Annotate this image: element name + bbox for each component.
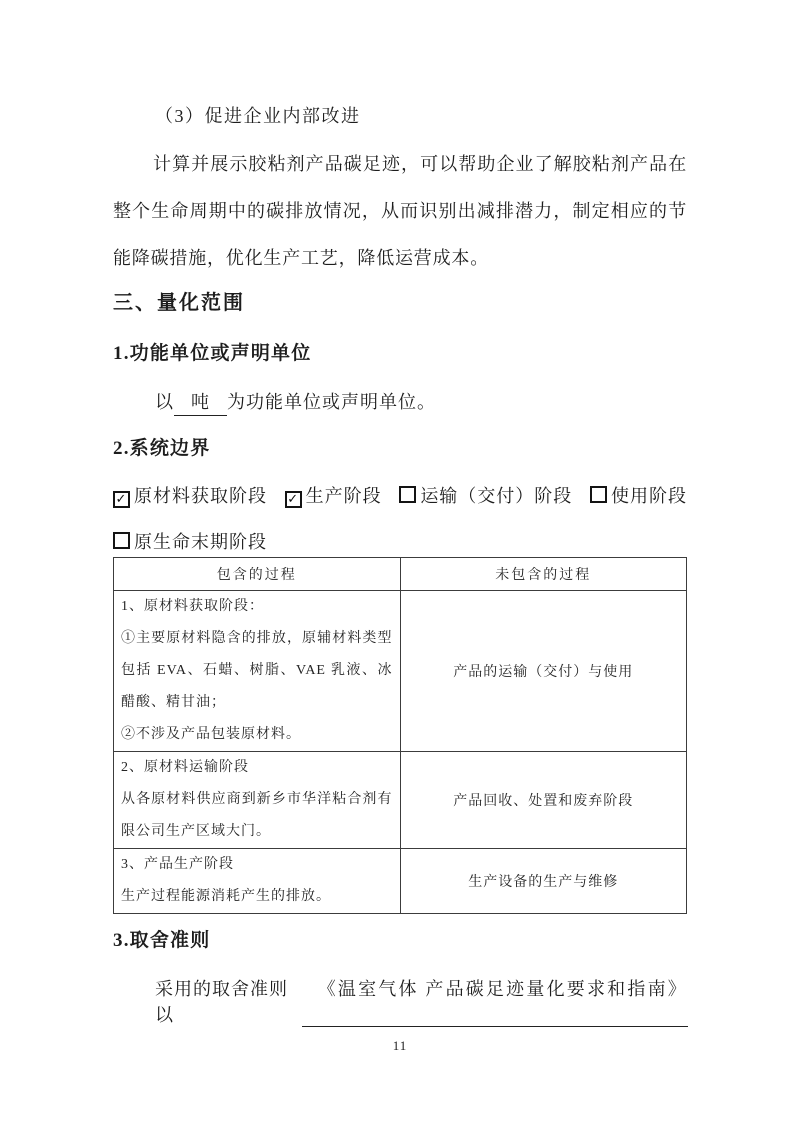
table-header-excluded: 未包含的过程	[400, 558, 687, 591]
included-cell-row2	[114, 752, 401, 849]
table-row	[114, 752, 687, 849]
checkbox-unchecked-icon[interactable]	[590, 486, 607, 503]
subheading-cutoff-criteria: 3.取舍准则	[113, 930, 211, 951]
functional-unit-suffix: 为功能单位或声明单位。	[227, 392, 436, 412]
system-boundary-checkbox-row-2	[113, 528, 267, 554]
subheading-functional-unit: 1.功能单位或声明单位	[113, 343, 312, 364]
functional-unit-line	[155, 388, 436, 416]
subheading-system-boundary: 2.系统边界	[113, 438, 211, 459]
section-heading-quantification-scope: 三、量化范围	[113, 292, 245, 314]
item3-heading: （3）促进企业内部改进	[155, 106, 361, 126]
checkbox-item-end-of-life-stage[interactable]	[113, 532, 267, 552]
intro-paragraph: 计算并展示胶粘剂产品碳足迹，可以帮助企业了解胶粘剂产品在整个生命周期中的碳排放情况，从而识别出减排潜力，制定相应的节能降碳措施，优化生产工艺，降低运营成本。	[113, 154, 687, 268]
checkbox-item-use-stage[interactable]	[590, 482, 687, 508]
checkbox-label: 使用阶段	[610, 486, 687, 506]
table-header-row	[114, 558, 687, 591]
page-number: 11	[392, 1038, 408, 1053]
excluded-cell-row1: 产品的运输（交付）与使用	[400, 591, 687, 752]
functional-unit-prefix: 以	[155, 392, 174, 412]
checkbox-item-production-stage[interactable]	[285, 482, 382, 508]
table-header-included: 包含的过程	[114, 558, 401, 591]
excluded-cell-row3: 生产设备的生产与维修	[400, 849, 687, 914]
included-line: 2、原材料运输阶段	[121, 760, 249, 775]
checkbox-label: 原材料获取阶段	[134, 486, 267, 506]
checkbox-checked-icon[interactable]: ✓	[285, 491, 302, 508]
included-line: 3、产品生产阶段	[121, 857, 234, 872]
included-line: ①主要原材料隐含的排放，原辅材料类型包括 EVA、石蜡、树脂、VAE 乳液、冰醋酸、精甘油；	[121, 631, 393, 710]
included-line: 生产过程能源消耗产生的排放。	[121, 889, 331, 904]
checkbox-unchecked-icon[interactable]	[113, 532, 130, 549]
functional-unit-value: 吨	[174, 388, 227, 416]
checkbox-item-transport-stage[interactable]	[399, 482, 572, 508]
boundary-table	[113, 557, 687, 914]
included-line: 1、原材料获取阶段：	[121, 599, 264, 614]
included-cell-row3	[114, 849, 401, 914]
checkbox-label: 运输（交付）阶段	[420, 486, 573, 506]
included-cell-row1	[114, 591, 401, 752]
cutoff-prefix: 采用的取舍准则以	[155, 979, 288, 1025]
included-line: ②不涉及产品包装原材料。	[121, 727, 301, 742]
excluded-cell-row2: 产品回收、处置和废弃阶段	[400, 752, 687, 849]
checkbox-checked-icon[interactable]: ✓	[113, 491, 130, 508]
checkbox-item-raw-material-acquisition[interactable]	[113, 482, 267, 508]
cutoff-standard-title: 《温室气体 产品碳足迹量化要求和指南》	[302, 975, 688, 1027]
system-boundary-checkbox-row	[113, 482, 687, 508]
table-row	[114, 849, 687, 914]
checkbox-unchecked-icon[interactable]	[399, 486, 416, 503]
checkbox-label: 生产阶段	[305, 486, 382, 506]
cutoff-criteria-line	[155, 975, 688, 1027]
table-row	[114, 591, 687, 752]
included-line: 从各原材料供应商到新乡市华洋粘合剂有限公司生产区域大门。	[121, 792, 393, 839]
checkbox-label: 原生命末期阶段	[134, 532, 267, 552]
